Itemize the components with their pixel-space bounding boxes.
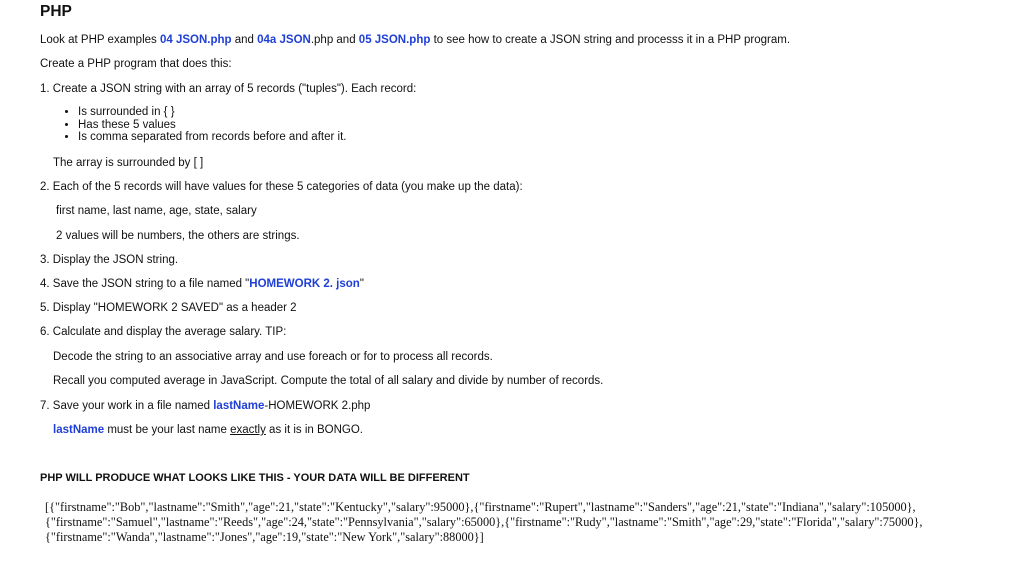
step-2: 2. Each of the 5 records will have values for these 5 categories of data (you make up the data): [40, 181, 523, 193]
intro-text-1: Look at PHP examples [40, 34, 160, 46]
step-7-text-2: -HOMEWORK 2.php [264, 400, 371, 412]
link-05-json[interactable]: 05 JSON.php [358, 34, 431, 46]
step-5: 5. Display "HOMEWORK 2 SAVED" as a header 2 [40, 302, 297, 314]
step-6: 6. Calculate and display the average salary. TIP: [40, 326, 287, 338]
lastname-var: lastName [53, 424, 105, 436]
output-line: {"firstname":"Samuel","lastname":"Reeds","age":24,"state":"Pennsylvania","salary":65000},{"firstname":"Rudy","lastname":"Smith","age":29,"state":"Florida","salary":75000}, [45, 515, 923, 529]
step-6-tip-1: Decode the string to an associative array and use foreach or for to process all records. [53, 351, 493, 363]
step-1: 1. Create a JSON string with an array of 5 records ("tuples"). Each record: [40, 83, 417, 95]
step-7 [40, 399, 370, 413]
page-title: PHP [40, 3, 72, 20]
create-line: Create a PHP program that does this: [40, 58, 232, 70]
intro-text-3: .php and [310, 34, 359, 46]
intro-text-4: to see how to create a JSON string and processs it in a PHP program. [430, 34, 791, 46]
list-item: • Has these 5 values [78, 119, 346, 132]
step-6-tip-2: Recall you computed average in JavaScript. Compute the total of all salary and divide by number of records. [53, 375, 604, 387]
step-4-text-1: 4. Save the JSON string to a file named " [40, 278, 250, 290]
link-04a-json[interactable]: 04a JSON [257, 34, 311, 46]
step-3: 3. Display the JSON string. [40, 254, 179, 266]
lastname-var: lastName [213, 400, 265, 412]
json-filename: HOMEWORK 2. json [249, 278, 360, 290]
output-line: [{"firstname":"Bob","lastname":"Smith","age":21,"state":"Kentucky","salary":95000},{"firstname":"Rupert","lastname":"Sanders","age":21,"state":"Indiana","salary":105000}, [45, 500, 916, 514]
json-output [45, 500, 923, 545]
lastname-note-text-2: as it is in BONGO. [265, 424, 363, 436]
exactly-emphasis: exactly [230, 424, 266, 436]
link-04-json[interactable]: 04 JSON.php [159, 34, 232, 46]
step-2-categories: first name, last name, age, state, salary [56, 205, 257, 217]
step-4-text-2: " [359, 278, 364, 290]
step-7-text-1: 7. Save your work in a file named [40, 400, 214, 412]
step-4 [40, 277, 364, 291]
intro-line [40, 33, 790, 47]
list-item: • Is comma separated from records before and after it. [78, 131, 346, 144]
list-item: • Is surrounded in { } [78, 106, 346, 119]
lastname-note-text-1: must be your last name [104, 424, 231, 436]
output-header: PHP WILL PRODUCE WHAT LOOKS LIKE THIS - YOUR DATA WILL BE DIFFERENT [40, 472, 470, 484]
record-rules-list [62, 106, 346, 144]
intro-text-2: and [231, 34, 258, 46]
array-note: The array is surrounded by [ ] [53, 157, 204, 169]
lastname-note [53, 423, 363, 437]
output-line: {"firstname":"Wanda","lastname":"Jones","age":19,"state":"New York","salary":88000}] [45, 530, 484, 544]
step-2-note: 2 values will be numbers, the others are strings. [56, 230, 300, 242]
